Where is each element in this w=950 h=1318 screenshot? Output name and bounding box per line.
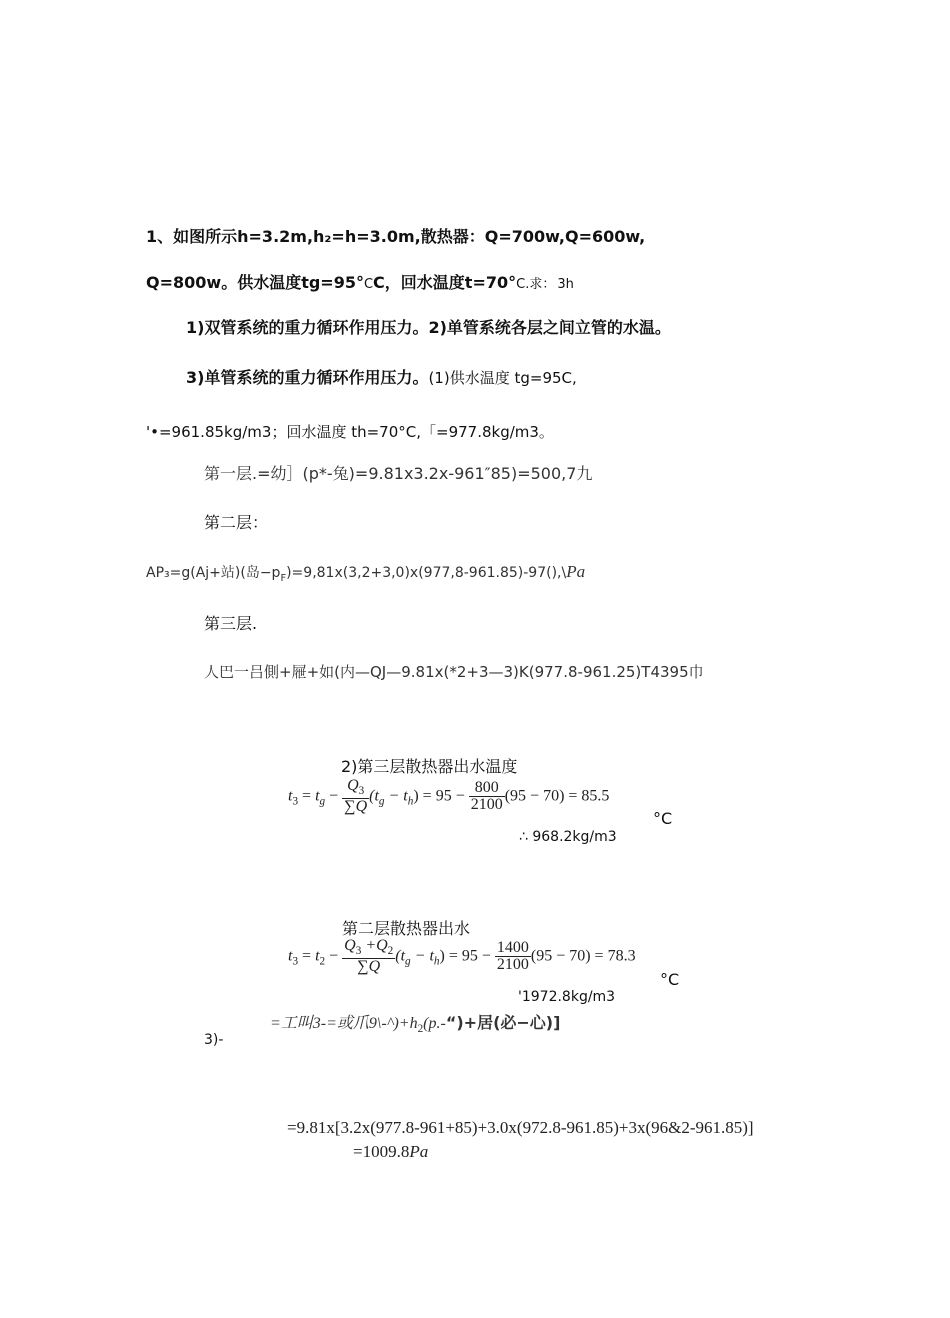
eq1-lhs-sub: 3 xyxy=(292,795,299,808)
problem-line-4-rest: (1)供水温度 tg=95C, xyxy=(428,369,577,387)
part3-garbled-rest: (p.- xyxy=(423,1015,446,1032)
part3-garbled-formula xyxy=(270,1010,560,1035)
part3-calculation: =9.81x[3.2x(977.8-961+85)+3.0x(972.8-961.85)+3x(96&2-961.85)] xyxy=(287,1118,754,1137)
eq1-frac-num: Q xyxy=(347,777,359,794)
floor2-formula-sub: F xyxy=(280,572,287,584)
problem-line-4-bold: 3)单管系统的重力循环作用压力。 xyxy=(186,368,429,387)
eq1-frac-den: ∑Q xyxy=(344,797,368,815)
problem-line-2-bold: Q=800w。供水温度tg=95° xyxy=(146,273,364,292)
density-floor2: '1972.8kg/m3 xyxy=(518,989,616,1005)
eq2-paren-mid: − t xyxy=(410,947,434,965)
eq2-frac-num-sub2: 2 xyxy=(387,945,394,958)
floor3-formula: 人巴一吕側+屜+如(内—QJ—9.81x(*2+3—3)K(977.8-961.25)T4395巾 xyxy=(204,663,704,681)
eq2-t2: t xyxy=(315,947,320,965)
eq2-paren-end: ) = 95 − xyxy=(439,947,495,965)
eq1-lhs: t xyxy=(288,787,293,805)
eq1-paren: (t xyxy=(369,787,379,805)
floor2-formula xyxy=(146,562,585,584)
part3-label: 3)- xyxy=(204,1032,224,1048)
problem-line-4 xyxy=(186,365,577,388)
problem-line-2 xyxy=(146,270,574,293)
eq2-num2: 1400 xyxy=(496,938,529,956)
eq2-fraction xyxy=(342,938,395,976)
eq2-paren-sub1: g xyxy=(405,955,411,968)
part3-garbled-main: =工叫3-=或爪9\-^)+h xyxy=(270,1015,418,1032)
eq2-lhs: t xyxy=(288,947,293,965)
unit-celsius-1: °C xyxy=(653,809,673,828)
part3-result xyxy=(353,1142,428,1162)
eq2-lhs-sub: 3 xyxy=(292,955,299,968)
eq1-fraction-2 xyxy=(469,780,505,815)
eq2-den2: 2100 xyxy=(496,956,529,974)
eq2-paren: (t xyxy=(395,947,406,965)
eq1-paren-sub1: g xyxy=(378,795,385,808)
eq1-tg: t xyxy=(315,787,320,805)
eq1-tg-sub: g xyxy=(319,795,326,808)
eq1-result: (95 − 70) = 85.5 xyxy=(504,787,610,805)
eq2-frac-den: ∑Q xyxy=(357,957,381,975)
eq2-result: (95 − 70) = 78.3 xyxy=(530,947,636,965)
part3-garbled-sub: 2 xyxy=(417,1023,424,1036)
eq2-fraction-2 xyxy=(495,940,531,975)
density-floor3: ∴ 968.2kg/m3 xyxy=(519,829,617,845)
problem-line-5: '•=961.85kg/m3；回水温度 th=70°C,「=977.8kg/m3。 xyxy=(146,423,554,441)
problem-line-1: 1、如图所示h=3.2m,h₂=h=3.0m,散热器：Q=700w,Q=600w, xyxy=(146,227,646,246)
part2-title-floor3: 2)第三层散热器出水温度 xyxy=(341,757,518,776)
eq1-equals: = xyxy=(298,787,316,805)
eq2-paren-sub2: h xyxy=(433,955,440,968)
eq1-den2: 2100 xyxy=(470,796,503,814)
problem-line-2-tail: 3h xyxy=(557,277,574,292)
problem-line-2-unit: C xyxy=(363,277,374,292)
floor2-label: 第二层： xyxy=(204,513,269,532)
floor2-formula-main: AP₃=g(Aj+站)(岛−p xyxy=(146,565,281,581)
eq1-minus: − xyxy=(325,787,343,805)
eq2-frac-num-sub1: 3 xyxy=(355,945,362,958)
problem-line-3: 1)双管系统的重力循环作用压力。2)单管系统各层之间立管的水温。 xyxy=(186,318,671,337)
eq1-paren-sub2: h xyxy=(407,795,414,808)
problem-line-2-rest: C，回水温度t=70° xyxy=(373,273,517,292)
part3-garbled-bold: “)+居(必−心)] xyxy=(445,1013,561,1032)
eq2-minus: − xyxy=(325,947,343,965)
part2-title-floor2: 第二层散热器出水 xyxy=(342,919,471,938)
eq1-num2: 800 xyxy=(469,780,505,798)
equation-floor2 xyxy=(288,938,636,976)
floor2-formula-unit: Pa xyxy=(566,562,586,581)
eq2-frac-num: Q xyxy=(344,937,356,954)
eq1-paren-end: ) = 95 − xyxy=(413,787,469,805)
equation-floor3 xyxy=(288,778,609,816)
problem-line-2-rest2: C.求： xyxy=(516,277,556,292)
eq1-frac-num-sub: 3 xyxy=(358,785,365,798)
floor3-label: 第三层. xyxy=(204,614,258,633)
part3-result-unit: Pa xyxy=(409,1142,429,1161)
eq2-frac-num-mid: +Q xyxy=(361,937,388,954)
eq2-equals: = xyxy=(298,947,316,965)
eq2-t2-sub: 2 xyxy=(319,955,326,968)
eq1-fraction xyxy=(342,778,369,816)
part3-result-value: =1009.8 xyxy=(353,1142,410,1161)
floor1-formula: 第一层.=幼］(p*-兔)=9.81x3.2x-961″85)=500,7九 xyxy=(204,464,593,483)
eq1-paren-mid: − t xyxy=(384,787,408,805)
floor2-formula-rest: )=9,81x(3,2+3,0)x(977,8-961.85)-97(),\ xyxy=(286,565,567,581)
unit-celsius-2: °C xyxy=(660,970,680,989)
